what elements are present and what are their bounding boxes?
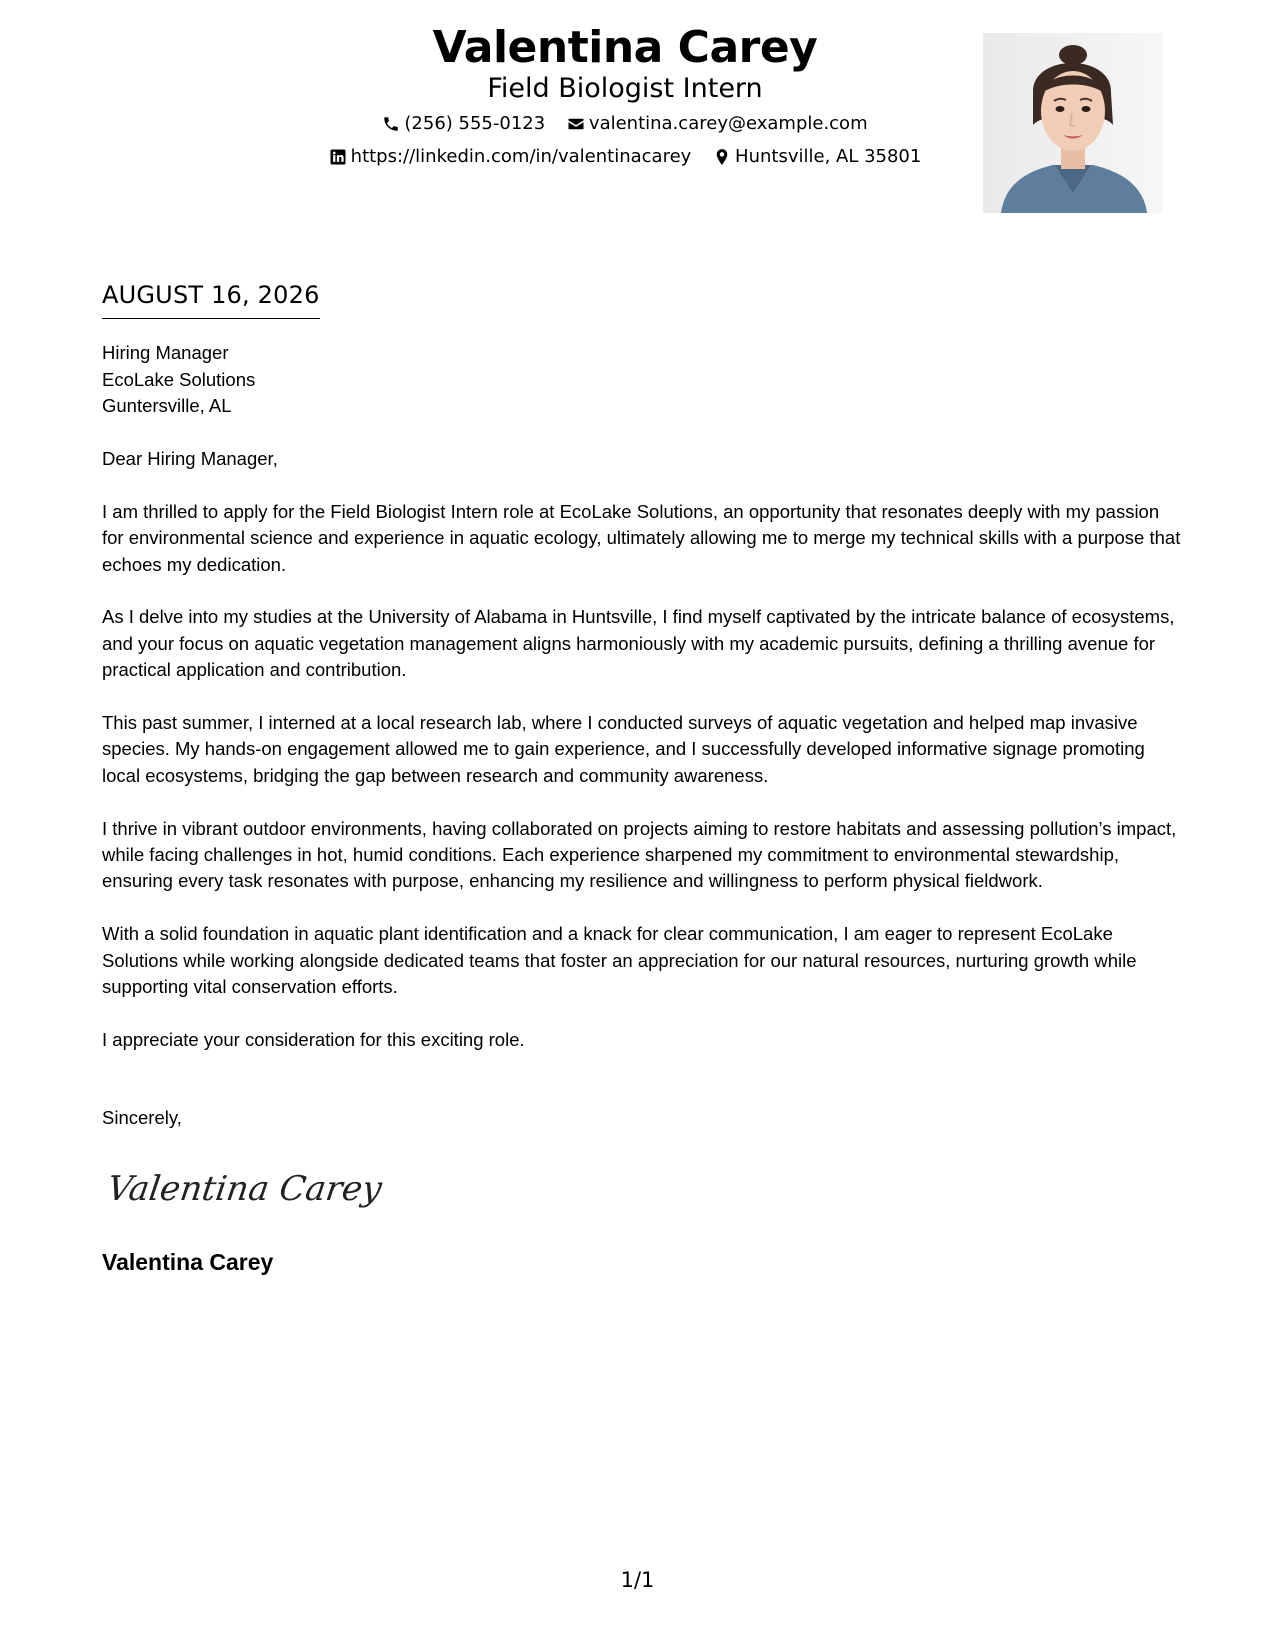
profile-photo [983,33,1163,213]
recipient-line: Guntersville, AL [102,395,232,416]
body-paragraph: This past summer, I interned at a local research lab, where I conducted surveys of aquatic vegetation and helped map invasive species. My hands-on engagement allowed me to gain experience, and I successfully developed informative signage promoting local ecosystems, bridging the gap between research and community awareness. [102,712,1145,786]
linkedin-url[interactable]: https://linkedin.com/in/valentinacarey [350,146,692,167]
handwritten-signature [104,1158,385,1218]
contact-email[interactable] [567,112,868,136]
contact-location [713,145,921,169]
page-number: 1/1 [620,1568,655,1592]
salutation: Dear Hiring Manager, [102,448,278,469]
envelope-icon [567,115,585,133]
signer-name: Valentina Carey [102,1249,274,1275]
body-paragraph: I am thrilled to apply for the Field Biologist Intern role at EcoLake Solutions, an opportunity that resonates deeply with my passion for environmental science and experience in aquatic ecology, ultimately allowing me to merge my technical skills with a purpose that echoes my dedication. [102,500,1181,575]
map-pin-icon [713,148,731,166]
signature-text: Valentina Carey [104,1169,385,1209]
body-paragraph: As I delve into my studies at the University of Alabama in Huntsville, I find myself captivated by the intricate balance of ecosystems, and your focus on aquatic vegetation management aligns harmoniously with my academic pursuits, defining a thrilling avenue for practical application and contribution. [102,606,1175,681]
body-paragraph: I appreciate your consideration for this exciting role. [102,1028,525,1050]
recipient-block [102,340,255,420]
body-paragraph: I thrive in vibrant outdoor environments, having collaborated on projects aiming to restore habitats and assessing pollution’s impact, while facing challenges in hot, humid conditions. Each experience sharpened my commitment to environmental stewardship, ensuring every task resonates with purpose, enhancing my resilience and willingness to perform physical fieldwork. [102,817,1177,892]
letter-date: AUGUST 16, 2026 [102,278,320,319]
contact-phone [382,112,545,136]
recipient-line: EcoLake Solutions [102,368,256,390]
applicant-title: Field Biologist Intern [487,73,763,104]
recipient-line: Hiring Manager [102,342,229,363]
location-text: Huntsville, AL 35801 [735,146,922,167]
applicant-name: Valentina Carey [432,22,818,73]
body-paragraph: With a solid foundation in aquatic plant identification and a knack for clear communication, I am eager to represent EcoLake Solutions while working alongside dedicated teams that foster an appreciation for our natural resources, nurturing growth while supporting vital conservation efforts. [102,923,1137,998]
phone-icon [382,115,400,133]
phone-number: (256) 555-0123 [404,113,546,134]
linkedin-icon [329,148,347,166]
contact-linkedin[interactable] [329,145,692,169]
letter-body [102,446,1182,1080]
email-address[interactable]: valentina.carey@example.com [588,113,868,134]
closing-line: Sincerely, [102,1107,182,1128]
